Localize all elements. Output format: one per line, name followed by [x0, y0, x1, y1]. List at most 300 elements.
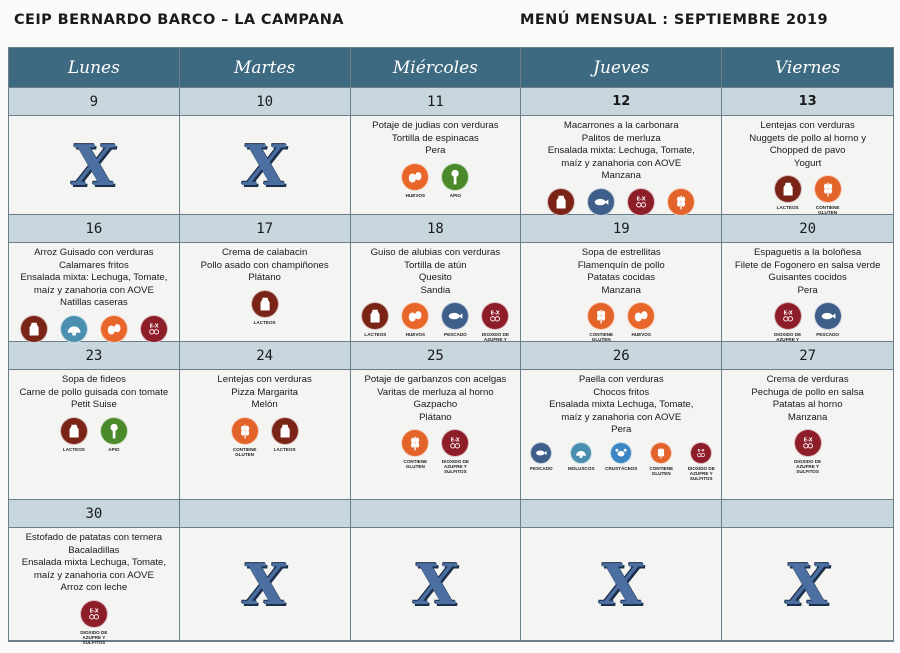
huevos-icon — [401, 302, 429, 330]
moluscos-icon — [570, 442, 592, 464]
huevos-glyph — [409, 313, 416, 322]
meal-line: Sopa de fideos — [61, 374, 126, 385]
meal-line: Sandia — [420, 284, 451, 296]
gluten-glyph — [416, 442, 420, 447]
menu-cell — [521, 243, 722, 342]
gluten-glyph — [658, 452, 661, 456]
allergen-huevos — [398, 163, 432, 198]
allergen-gluten — [228, 417, 262, 457]
lacteos-icon — [251, 290, 279, 318]
sulfitos-glyph: E-X — [490, 310, 500, 317]
sulfitos-icon — [481, 302, 509, 330]
gluten-glyph — [406, 434, 424, 452]
closed-x-icon: X — [410, 552, 461, 618]
menu-cell — [521, 370, 722, 500]
meal-line: Espaguetis a la boloñesa — [754, 247, 862, 258]
sulfitos-glyph — [85, 605, 103, 623]
day-header-0: Lunes — [9, 48, 180, 88]
allergen-gluten — [398, 429, 432, 474]
closed-x-icon: X — [782, 552, 833, 618]
sulfitos-icon — [774, 302, 802, 330]
date-number: 30 — [9, 500, 180, 528]
meal-line: Chocos fritos — [593, 386, 650, 398]
date-number: 20 — [722, 215, 893, 243]
menu-cell — [180, 370, 351, 500]
allergen-label: LACTEOS — [364, 332, 387, 338]
day-header-1: Martes — [180, 48, 351, 88]
date-number — [722, 500, 893, 528]
sulfitos-glyph: E-X — [450, 437, 460, 444]
gluten-glyph — [411, 442, 415, 447]
pescado-glyph — [449, 313, 460, 319]
meal-line: Tortilla de atún — [404, 259, 467, 271]
date-number: 9 — [9, 88, 180, 116]
sulfitos-glyph: E-X — [636, 196, 646, 203]
allergen-gluten — [811, 175, 845, 215]
allergen-label: CONTIENE GLUTEN — [403, 459, 428, 470]
meal-line: Bacaladillas — [68, 544, 120, 556]
lacteos-icon — [60, 417, 88, 445]
huevos-glyph — [406, 168, 424, 186]
allergen-sulfitos — [478, 302, 512, 347]
allergen-icons — [248, 290, 282, 325]
sulfitos-glyph — [94, 615, 98, 619]
huevos-glyph — [635, 313, 642, 322]
lacteos-glyph — [371, 310, 380, 323]
menu-cell — [722, 370, 893, 500]
menu-cell — [9, 528, 180, 645]
date-number: 11 — [351, 88, 522, 116]
allergen-label: LACTEOS — [273, 446, 296, 452]
meal-line: maíz y zanahoria con AOVE — [561, 411, 682, 423]
sulfitos-glyph — [154, 330, 158, 334]
gluten-icon — [401, 429, 429, 457]
date-number: 12 — [521, 88, 722, 116]
sulfitos-icon — [140, 315, 168, 343]
allergen-label: CONTIENE GLUTEN — [815, 205, 840, 216]
allergen-gluten — [584, 302, 618, 342]
huevos-glyph — [641, 311, 647, 319]
allergen-label: HUEVOS — [631, 332, 651, 338]
meal-line: Lentejas con verduras — [217, 374, 312, 385]
crustaceos-glyph — [624, 449, 627, 452]
lacteos-glyph — [280, 424, 289, 437]
sulfitos-glyph — [803, 444, 807, 448]
meal-line: Arroz Guisado con verduras — [34, 247, 154, 258]
closed-x-icon: X — [596, 552, 647, 618]
lacteos-glyph — [557, 196, 566, 209]
closed-x-icon: X — [68, 133, 120, 199]
allergen-label: DIOXIDO DE AZUFRE Y SULFITOS — [441, 459, 469, 475]
huevos-glyph — [409, 173, 416, 182]
sulfitos-glyph — [788, 317, 792, 321]
meal-line: Plátano — [419, 411, 452, 423]
allergen-label: DIOXIDO DE AZUFRE Y — [774, 332, 802, 343]
allergen-huevos — [398, 302, 432, 347]
allergen-label: DIOXIDO DE AZUFRE Y SULFITOS — [80, 629, 108, 645]
lacteos-icon — [774, 175, 802, 203]
menu-cell — [180, 116, 351, 215]
meal-line: Guisantes cocidos — [768, 272, 847, 284]
allergen-moluscos — [564, 442, 598, 481]
day-header-2: Miércoles — [351, 48, 522, 88]
sulfitos-glyph — [632, 193, 650, 211]
meal-line: Carne de pollo guisada con tomate — [19, 386, 169, 398]
meal-line: Nuggets de pollo al horno y — [749, 132, 867, 144]
menu-cell — [351, 243, 522, 342]
allergen-sulfitos — [684, 442, 718, 481]
gluten-icon — [231, 417, 259, 445]
date-number: 13 — [722, 88, 893, 116]
sulfitos-glyph: E-X — [89, 608, 99, 615]
sulfitos-glyph — [637, 203, 641, 207]
lacteos-glyph — [260, 297, 269, 310]
lacteos-glyph — [65, 422, 83, 440]
sulfitos-glyph — [808, 444, 812, 448]
allergen-apio — [438, 163, 472, 198]
allergen-icons — [524, 442, 718, 481]
meal-line: Guiso de alubias con verduras — [370, 247, 501, 258]
allergen-label: CONTIENE GLUTEN — [232, 446, 257, 457]
meal-line: Gazpacho — [413, 399, 458, 411]
day-header-3: Jueves — [521, 48, 722, 88]
gluten-glyph — [682, 201, 686, 206]
allergen-label: PESCADO — [816, 332, 839, 338]
menu-calendar — [8, 47, 894, 645]
lacteos-glyph — [552, 193, 570, 211]
meal-line: Potaje de judias con verduras — [372, 120, 499, 131]
menu-cell — [351, 116, 522, 215]
meal-line: Yogurt — [793, 157, 822, 169]
meal-line: Sopa de estrellitas — [581, 247, 661, 258]
menu-cell — [9, 243, 180, 342]
allergen-label: DIOXIDO DE AZUFRE Y SULFITOS — [687, 465, 715, 481]
meal-line: Lentejas con verduras — [760, 120, 855, 131]
gluten-glyph — [828, 188, 832, 193]
allergen-label: LACTEOS — [253, 319, 276, 325]
meal-line: Palitos de merluza — [581, 132, 661, 144]
meal-line: Plátano — [248, 272, 281, 284]
sulfitos-glyph — [89, 615, 93, 619]
date-number: 18 — [351, 215, 522, 243]
huevos-glyph — [632, 307, 650, 325]
meal-line: Patatas cocidas — [587, 272, 656, 284]
sulfitos-glyph — [783, 317, 787, 321]
meal-line: Filete de Fogonero en salsa verde — [734, 259, 881, 271]
menu-cell — [180, 528, 351, 641]
apio-glyph — [446, 168, 464, 186]
gluten-glyph — [602, 315, 606, 320]
menu-cell — [9, 370, 180, 500]
gluten-glyph — [241, 430, 245, 435]
menu-cell — [722, 528, 893, 641]
pescado-glyph — [544, 451, 547, 455]
allergen-icons — [77, 600, 111, 645]
apio-icon — [100, 417, 128, 445]
meal-line: Pechuga de pollo en salsa — [751, 386, 864, 398]
date-number: 17 — [180, 215, 351, 243]
allergen-label: CONTIENE GLUTEN — [589, 332, 614, 343]
lacteos-icon — [547, 188, 575, 216]
date-number: 27 — [722, 342, 893, 370]
allergen-label: DIOXIDO DE AZUFRE Y — [481, 332, 509, 343]
huevos-glyph — [108, 325, 115, 334]
gluten-glyph — [597, 315, 601, 320]
allergen-crustaceos — [604, 442, 638, 481]
allergen-label: HUEVOS — [405, 332, 426, 338]
allergen-icons — [228, 417, 302, 457]
sulfitos-glyph: E-X — [697, 447, 705, 453]
gluten-glyph — [672, 193, 690, 211]
date-number: 16 — [9, 215, 180, 243]
menu-cell — [180, 243, 351, 342]
pescado-glyph — [821, 313, 832, 319]
allergen-label: LACTEOS — [776, 205, 799, 211]
sulfitos-glyph — [149, 330, 153, 334]
pescado-glyph — [459, 314, 463, 319]
meal-line: Petit Suise — [70, 399, 117, 411]
date-number: 19 — [521, 215, 722, 243]
huevos-glyph — [415, 172, 421, 180]
date-number: 25 — [351, 342, 522, 370]
pescado-glyph — [534, 446, 548, 460]
allergen-lacteos — [57, 417, 91, 452]
meal-line: Calamares fritos — [58, 259, 129, 271]
allergen-icons — [358, 302, 512, 347]
allergen-apio — [97, 417, 131, 452]
meal-line: Pera — [611, 424, 632, 436]
allergen-huevos — [624, 302, 658, 342]
moluscos-glyph — [576, 451, 586, 456]
menu-cell — [351, 370, 522, 500]
allergen-sulfitos — [771, 302, 805, 347]
menu-cell — [351, 528, 522, 641]
lacteos-glyph — [29, 323, 38, 336]
sulfitos-glyph — [641, 203, 645, 207]
meal-line: Crema de calabacin — [221, 247, 308, 258]
lacteos-glyph — [276, 422, 294, 440]
apio-glyph — [110, 424, 117, 431]
gluten-icon — [587, 302, 615, 330]
allergen-icons — [398, 429, 472, 474]
date-number: 26 — [521, 342, 722, 370]
gluten-icon — [667, 188, 695, 216]
allergen-icons — [584, 302, 658, 342]
gluten-icon — [814, 175, 842, 203]
allergen-gluten — [644, 442, 678, 481]
meal-line: maíz y zanahoria con AOVE — [33, 569, 154, 581]
gluten-icon — [650, 442, 672, 464]
meal-line: Tortilla de espinacas — [391, 132, 479, 144]
meal-line: Crema de verduras — [766, 374, 849, 385]
pescado-icon — [814, 302, 842, 330]
date-number — [351, 500, 522, 528]
apio-glyph — [105, 422, 123, 440]
allergen-lacteos — [771, 175, 805, 215]
pescado-glyph — [536, 451, 544, 456]
lacteos-icon — [20, 315, 48, 343]
meal-line: Quesito — [418, 272, 452, 284]
sulfitos-glyph: E-X — [783, 310, 793, 317]
huevos-glyph — [114, 324, 120, 332]
sulfitos-glyph — [698, 453, 701, 456]
crustaceos-glyph — [614, 446, 628, 460]
school-name: CEIP BERNARDO BARCO – LA CAMPANA — [14, 12, 344, 28]
pescado-glyph — [595, 199, 606, 205]
moluscos-glyph — [72, 333, 76, 336]
apio-glyph — [113, 430, 116, 438]
sulfitos-glyph — [495, 317, 499, 321]
allergen-icons — [771, 175, 845, 215]
meal-line: Macarrones a la carbonara — [563, 120, 679, 131]
lacteos-glyph — [256, 295, 274, 313]
sulfitos-icon — [441, 429, 469, 457]
sulfitos-icon — [690, 442, 712, 464]
pescado-glyph — [819, 307, 837, 325]
allergen-label: APIO — [449, 192, 461, 198]
sulfitos-glyph: E-X — [803, 437, 813, 444]
closed-x-icon: X — [239, 552, 290, 618]
allergen-pescado — [524, 442, 558, 481]
menu-title: MENÚ MENSUAL : SEPTIEMBRE 2019 — [520, 12, 829, 28]
menu-cell — [521, 116, 722, 215]
day-header-4: Viernes — [722, 48, 893, 88]
meal-line: Patatas al horno — [772, 399, 843, 411]
moluscos-glyph — [580, 456, 583, 458]
sulfitos-glyph: E-X — [149, 323, 159, 330]
moluscos-icon — [60, 315, 88, 343]
allergen-label: LACTEOS — [62, 446, 85, 452]
allergen-icons — [57, 417, 131, 452]
meal-line: Ensalada mixta Lechuga, Tomate, — [21, 557, 167, 569]
lacteos-glyph — [69, 424, 78, 437]
date-number: 23 — [9, 342, 180, 370]
gluten-glyph — [677, 201, 681, 206]
menu-cell — [722, 116, 893, 215]
closed-x-icon: X — [239, 133, 290, 199]
meal-line: Manzana — [601, 170, 641, 182]
allergen-label: CONTIENE GLUTEN — [649, 465, 674, 476]
lacteos-glyph — [366, 307, 384, 325]
crustaceos-icon — [610, 442, 632, 464]
sulfitos-icon — [627, 188, 655, 216]
allergen-icons — [398, 163, 472, 198]
moluscos-glyph — [65, 320, 83, 338]
allergen-lacteos — [358, 302, 392, 347]
gluten-glyph — [592, 307, 610, 325]
meal-line: Melón — [251, 399, 278, 411]
huevos-glyph — [105, 320, 123, 338]
allergen-lacteos — [248, 290, 282, 325]
allergen-label: APIO — [108, 446, 120, 452]
allergen-pescado — [438, 302, 472, 347]
sulfitos-icon — [80, 600, 108, 628]
pescado-glyph — [592, 193, 610, 211]
date-number — [521, 500, 722, 528]
allergen-icons — [771, 302, 845, 347]
allergen-label: PESCADO — [529, 465, 553, 471]
moluscos-glyph — [574, 446, 588, 460]
gluten-glyph — [236, 422, 254, 440]
crustaceos-glyph — [618, 451, 625, 457]
sulfitos-glyph — [486, 307, 504, 325]
meal-line: maíz y zanahoria con AOVE — [33, 284, 154, 296]
allergen-lacteos — [268, 417, 302, 457]
meal-line: Estofado de patatas con ternera — [25, 532, 163, 543]
sulfitos-icon — [794, 429, 822, 457]
lacteos-glyph — [25, 320, 43, 338]
gluten-glyph — [824, 188, 828, 193]
allergen-icons — [791, 429, 825, 474]
pescado-icon — [441, 302, 469, 330]
sulfitos-glyph — [694, 446, 708, 460]
meal-line: Ensalada mixta Lechuga, Tomate, — [549, 399, 694, 411]
gluten-glyph — [819, 180, 837, 198]
apio-glyph — [454, 176, 457, 184]
allergen-label: MOLUSCOS — [567, 465, 595, 471]
meal-line: Natillas caseras — [60, 297, 128, 309]
gluten-glyph — [662, 452, 665, 456]
huevos-glyph — [406, 307, 424, 325]
sulfitos-glyph — [455, 444, 459, 448]
allergen-label: CRUSTÁCEOS — [605, 465, 638, 471]
allergen-sulfitos — [77, 600, 111, 645]
meal-line: Pizza Margarita — [231, 386, 298, 398]
gluten-glyph — [654, 446, 668, 460]
meal-line: Pera — [425, 145, 446, 157]
meal-line: Flamenquín de pollo — [577, 259, 665, 271]
gluten-glyph — [245, 430, 249, 435]
date-number — [180, 500, 351, 528]
date-number: 10 — [180, 88, 351, 116]
meal-line: maíz y zanahoria con AOVE — [561, 157, 682, 169]
huevos-icon — [401, 163, 429, 191]
sulfitos-glyph — [451, 444, 455, 448]
apio-glyph — [452, 170, 459, 177]
huevos-icon — [627, 302, 655, 330]
sulfitos-glyph — [145, 320, 163, 338]
meal-line: Pera — [797, 284, 818, 296]
pescado-glyph — [831, 314, 835, 319]
allergen-label: PESCADO — [444, 332, 467, 338]
pescado-glyph — [605, 199, 609, 204]
apio-icon — [441, 163, 469, 191]
crustaceos-glyph — [616, 449, 619, 452]
meal-line: Pollo asado con champiñones — [200, 259, 329, 271]
allergen-sulfitos — [438, 429, 472, 474]
lacteos-glyph — [779, 180, 797, 198]
allergen-label: HUEVOS — [405, 192, 426, 198]
allergen-label: DIOXIDO DE AZUFRE Y SULFITOS — [794, 459, 822, 475]
sulfitos-glyph — [701, 453, 704, 456]
meal-line: Manzana — [787, 411, 828, 423]
allergen-sulfitos — [791, 429, 825, 474]
lacteos-icon — [271, 417, 299, 445]
lacteos-glyph — [783, 183, 792, 196]
menu-cell — [521, 528, 722, 641]
sulfitos-glyph — [779, 307, 797, 325]
sulfitos-glyph — [799, 434, 817, 452]
huevos-icon — [100, 315, 128, 343]
meal-line: Manzana — [601, 284, 641, 296]
moluscos-glyph — [68, 326, 81, 332]
huevos-glyph — [415, 311, 421, 319]
menu-cell — [9, 116, 180, 215]
sulfitos-glyph — [491, 317, 495, 321]
menu-cell — [722, 243, 893, 342]
lacteos-icon — [361, 302, 389, 330]
allergen-pescado — [811, 302, 845, 347]
